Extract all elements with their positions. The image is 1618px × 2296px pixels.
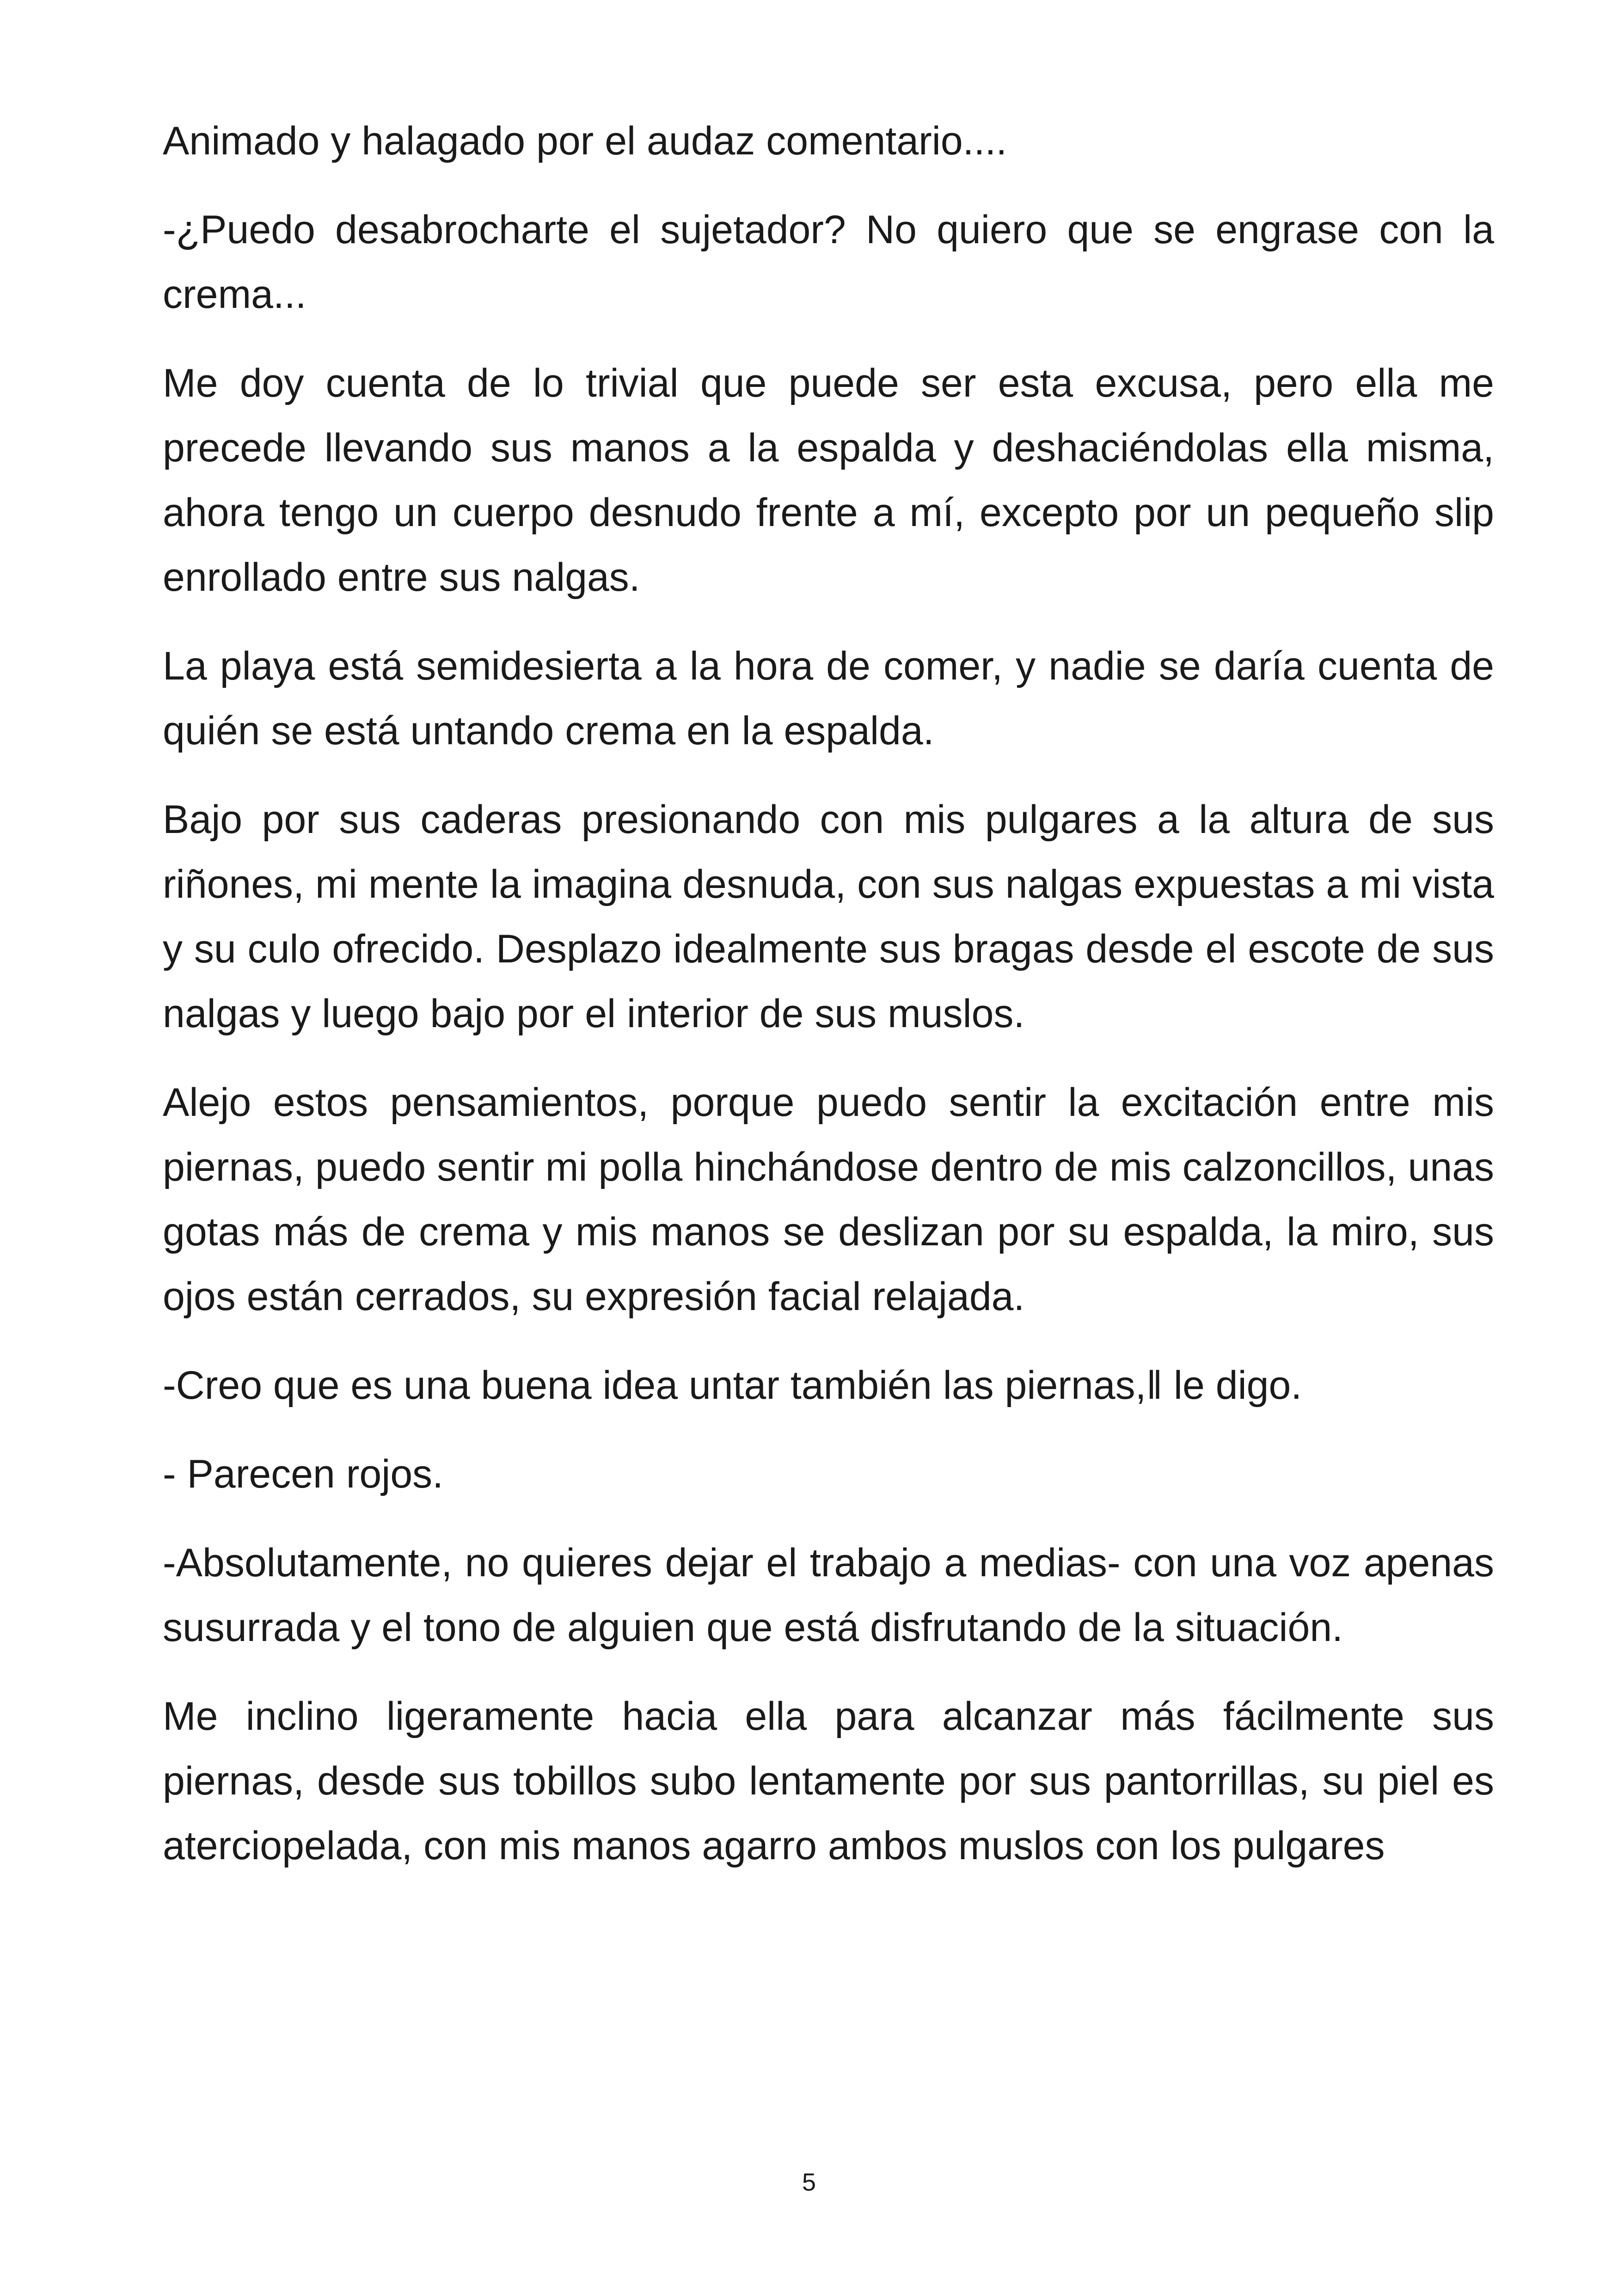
paragraph: Animado y halagado por el audaz comentario....	[163, 119, 1007, 163]
paragraph: -¿Puedo desabrocharte el sujetador? No quiero que se engrase con la crema...	[163, 208, 1494, 317]
paragraph: - Parecen rojos.	[163, 1452, 444, 1496]
page-number: 5	[802, 2168, 816, 2196]
paragraph: La playa está semidesierta a la hora de comer, y nadie se daría cuenta de quién se está untando crema en la espalda.	[163, 644, 1494, 753]
body-text	[163, 109, 1494, 1902]
paragraph: -Absolutamente, no quieres dejar el trabajo a medias- con una voz apenas susurrada y el tono de alguien que está disfrutando de la situación.	[163, 1541, 1494, 1650]
paragraph: Me inclino ligeramente hacia ella para alcanzar más fácilmente sus piernas, desde sus tobillos subo lentamente por sus pantorrillas, su piel es aterciopelada, con mis manos agarro ambos muslos con los pulgares	[163, 1694, 1494, 1868]
paragraph: Bajo por sus caderas presionando con mis pulgares a la altura de sus riñones, mi mente la imagina desnuda, con sus nalgas expuestas a mi vista y su culo ofrecido. Desplazo idealmente sus bragas desde el escote de sus nalgas y luego bajo por el interior de sus muslos.	[163, 797, 1494, 1036]
paragraph: Me doy cuenta de lo trivial que puede ser esta excusa, pero ella me precede llevando sus manos a la espalda y deshaciéndolas ella misma, ahora tengo un cuerpo desnudo frente a mí, excepto por un pequeño slip enrollado entre sus nalgas.	[163, 361, 1494, 600]
paragraph: -Creo que es una buena idea untar también las piernas,‖ le digo.	[163, 1363, 1302, 1408]
paragraph: Alejo estos pensamientos, porque puedo sentir la excitación entre mis piernas, puedo sentir mi polla hinchándose dentro de mis calzoncillos, unas gotas más de crema y mis manos se deslizan por su espalda, la miro, sus ojos están cerrados, su expresión facial relajada.	[163, 1080, 1494, 1319]
